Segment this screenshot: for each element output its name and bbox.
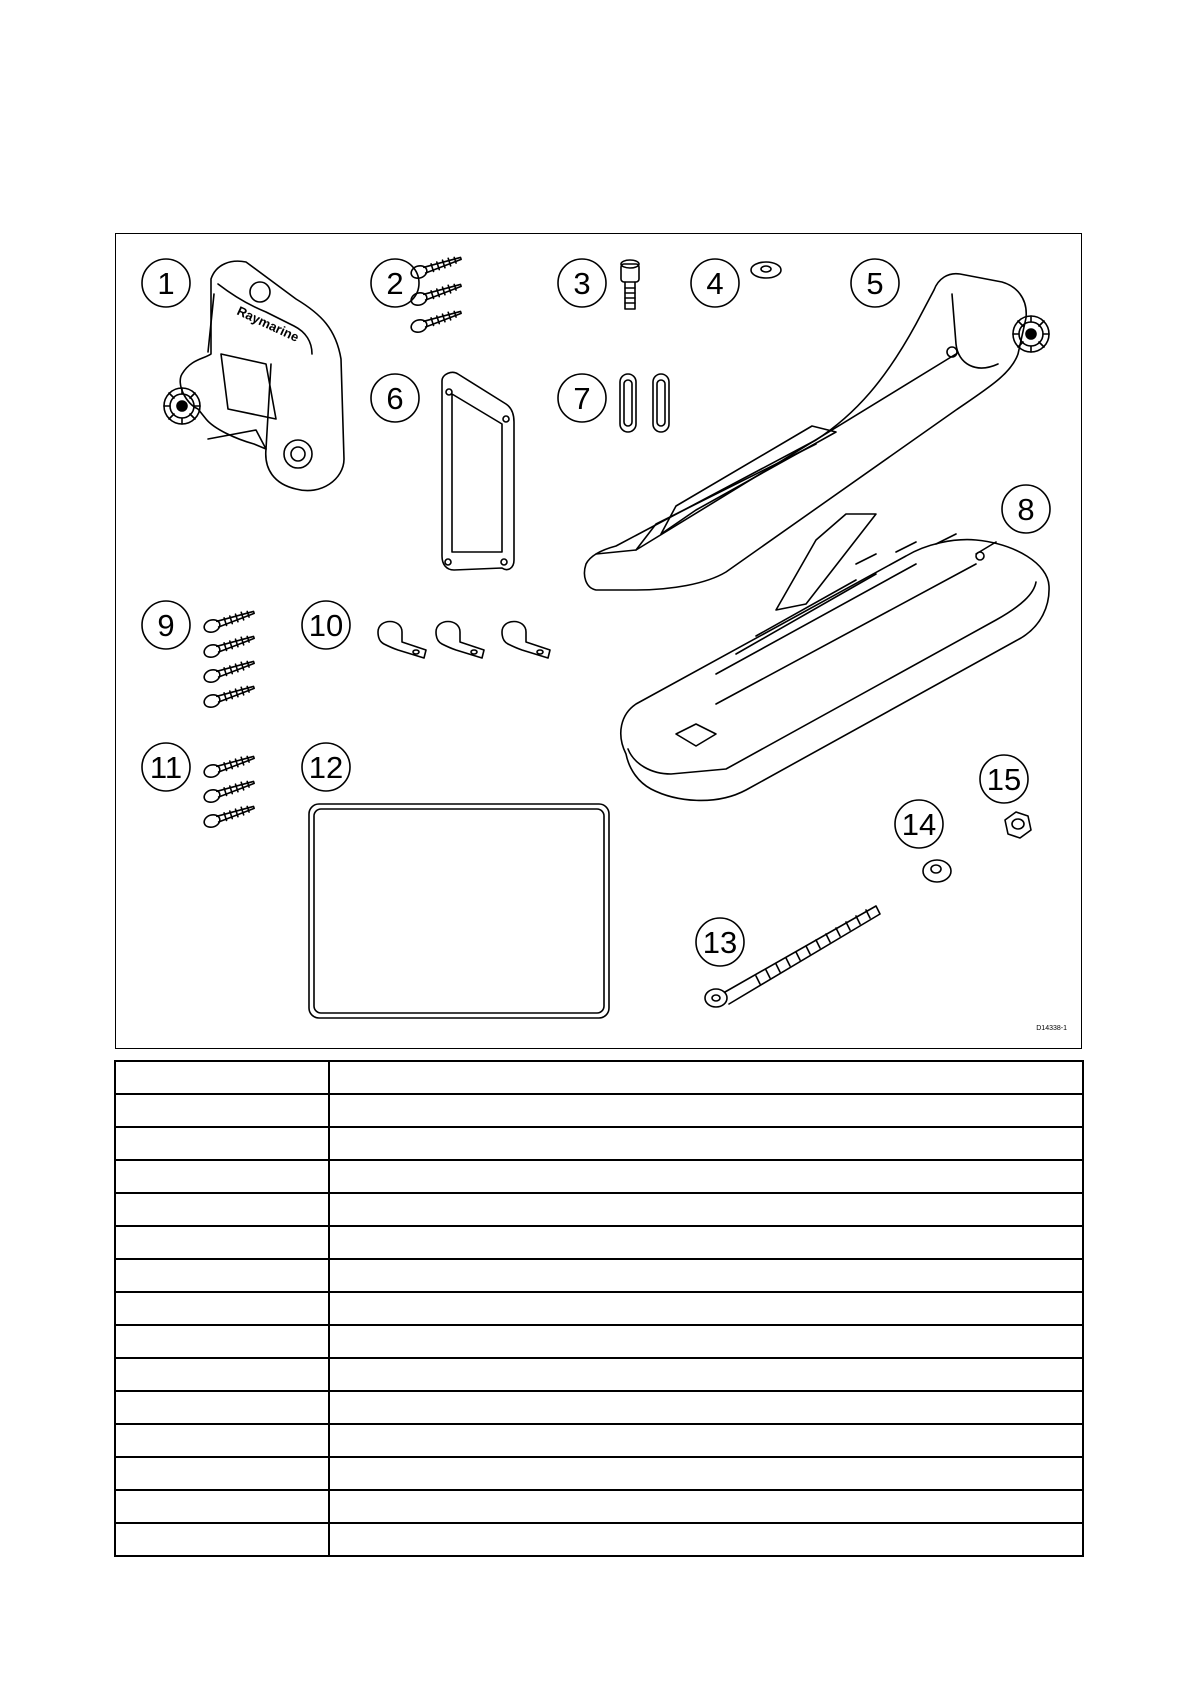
description-cell [329,1391,1083,1424]
table-row [115,1259,1083,1292]
callout-5 [851,259,899,307]
cap-screw-part-3 [621,260,639,309]
item-cell [115,1061,329,1094]
svg-text:Raymarine: Raymarine [234,303,302,345]
svg-text:11: 11 [149,750,183,785]
table-row [115,1094,1083,1127]
description-cell [329,1061,1083,1094]
callout-13 [696,918,744,966]
callout-9 [142,601,190,649]
screws-part-2 [410,253,463,334]
mounting-base-part-8 [621,514,1049,800]
callout-3 [558,259,606,307]
callout-14 [895,800,943,848]
callout-12 [302,743,350,791]
svg-text:6: 6 [386,381,404,416]
callout-6 [371,374,419,422]
svg-text:9: 9 [157,608,175,643]
table-row [115,1325,1083,1358]
description-cell [329,1160,1083,1193]
table-row [115,1424,1083,1457]
svg-text:3: 3 [573,266,591,301]
gaskets-part-7 [620,374,669,432]
item-cell [115,1490,329,1523]
cable-clips-part-10 [378,622,550,659]
item-cell [115,1457,329,1490]
svg-text:7: 7 [573,381,591,416]
item-cell [115,1325,329,1358]
drawing-id: D14338-1 [1036,1025,1067,1032]
svg-text:5: 5 [866,266,884,301]
table-row [115,1523,1083,1556]
description-cell [329,1226,1083,1259]
description-cell [329,1457,1083,1490]
table-row [115,1226,1083,1259]
svg-text:4: 4 [706,266,724,301]
description-cell [329,1523,1083,1556]
description-cell [329,1259,1083,1292]
callout-15 [980,755,1028,803]
svg-text:1: 1 [157,266,175,301]
description-cell [329,1424,1083,1457]
callout-7 [558,374,606,422]
nut-part-15 [1005,812,1031,838]
svg-text:10: 10 [308,608,344,643]
svg-text:2: 2 [386,266,404,301]
callout-4 [691,259,739,307]
svg-text:12: 12 [308,750,344,785]
description-cell [329,1292,1083,1325]
item-cell [115,1292,329,1325]
description-cell [329,1094,1083,1127]
table-row [115,1127,1083,1160]
item-cell [115,1424,329,1457]
tiller-arm-part-5 [584,274,1049,590]
table-row [115,1391,1083,1424]
item-cell [115,1226,329,1259]
table-row [115,1292,1083,1325]
documentation-part-12 [309,804,609,1018]
item-cell [115,1160,329,1193]
table-row [115,1193,1083,1226]
table-row [115,1160,1083,1193]
callout-10 [302,601,350,649]
description-cell [329,1325,1083,1358]
item-cell [115,1523,329,1556]
table-row [115,1061,1083,1094]
svg-text:8: 8 [1017,492,1035,527]
washer-part-4 [751,262,781,278]
item-cell [115,1358,329,1391]
item-cell [115,1259,329,1292]
item-cell [115,1127,329,1160]
table-row [115,1457,1083,1490]
description-cell [329,1127,1083,1160]
callout-1 [142,259,190,307]
table-row [115,1490,1083,1523]
table-row [115,1358,1083,1391]
item-cell [115,1094,329,1127]
svg-text:14: 14 [901,807,937,842]
svg-text:13: 13 [702,925,738,960]
cover-part-6 [442,372,514,570]
tiller-bracket-part [164,261,344,490]
washer-part-14 [923,860,951,882]
parts-figure [115,233,1082,1049]
parts-table [114,1060,1084,1557]
item-cell [115,1391,329,1424]
item-cell [115,1193,329,1226]
description-cell [329,1193,1083,1226]
callout-8 [1002,485,1050,533]
callout-11 [142,743,190,791]
screws-part-9 [203,607,256,709]
svg-text:15: 15 [986,762,1022,797]
parts-illustration [116,234,1083,1050]
description-cell [329,1490,1083,1523]
screws-part-11 [203,752,256,829]
description-cell [329,1358,1083,1391]
